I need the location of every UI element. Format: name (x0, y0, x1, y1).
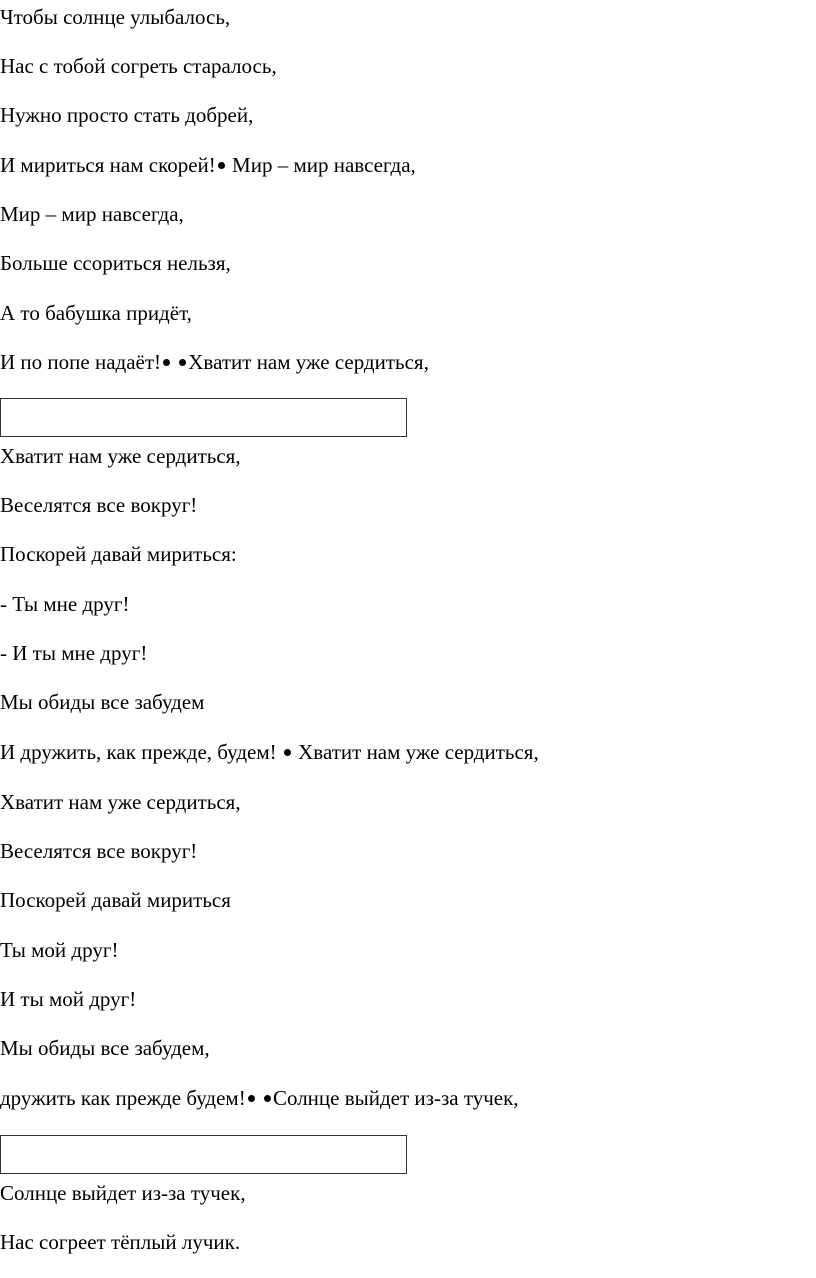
text: Поскорей давай мириться: (0, 542, 237, 566)
text-line (0, 937, 118, 963)
text: - И ты мне друг! (0, 641, 148, 665)
text: Нас с тобой согреть старалось, (0, 54, 277, 78)
empty-text-box (0, 398, 407, 437)
text: Веселятся все вокруг! (0, 839, 198, 863)
text: Хватит нам уже сердиться, (0, 444, 241, 468)
text-line (0, 201, 184, 227)
text: Мы обиды все забудем, (0, 1036, 210, 1060)
text: И ты мой друг! (0, 987, 137, 1011)
text-line (0, 739, 539, 765)
text: Мир – мир навсегда, (232, 153, 416, 177)
text-line (0, 152, 416, 178)
text: Нужно просто стать добрей, (0, 103, 254, 127)
text-line (0, 4, 230, 30)
text-line (0, 838, 197, 864)
text: Мир – мир навсегда, (0, 202, 184, 226)
bullet-icon (179, 359, 186, 366)
text-line (0, 250, 231, 276)
text: - Ты мне друг! (0, 592, 130, 616)
text-line (0, 986, 136, 1012)
text-line (0, 492, 197, 518)
text: Хватит нам уже сердиться, (298, 740, 539, 764)
text: Чтобы солнце улыбалось, (0, 5, 231, 29)
bullet-icon (264, 1095, 271, 1102)
text: Солнце выйдет из-за тучек, (0, 1181, 246, 1205)
text: Больше ссориться нельзя, (0, 251, 231, 275)
text-line (0, 689, 204, 715)
text-line (0, 349, 429, 375)
text: Веселятся все вокруг! (0, 493, 198, 517)
text-line (0, 789, 241, 815)
text: Хватит нам уже сердиться, (0, 790, 241, 814)
text-line (0, 887, 231, 913)
text: Ты мой друг! (0, 938, 119, 962)
text-line (0, 1035, 210, 1061)
bullet-icon (248, 1095, 255, 1102)
text-line (0, 591, 130, 617)
text: Мы обиды все забудем (0, 690, 205, 714)
text-line (0, 1085, 519, 1111)
text-line (0, 640, 147, 666)
text: И дружить, как прежде, будем! (0, 740, 277, 764)
text: Солнце выйдет из-за тучек, (272, 1086, 519, 1110)
text: Нас согреет тёплый лучик. (0, 1230, 241, 1254)
text-line (0, 1180, 246, 1206)
text-line (0, 443, 241, 469)
text: А то бабушка придёт, (0, 301, 192, 325)
empty-text-box (0, 1135, 407, 1174)
text-line (0, 1229, 240, 1255)
bullet-icon (284, 749, 291, 756)
text-line (0, 541, 237, 567)
bullet-icon (163, 359, 170, 366)
text: Хватит нам уже сердиться, (188, 350, 429, 374)
text-line (0, 53, 277, 79)
text: дружить как прежде будем! (0, 1086, 246, 1110)
text: Поскорей давай мириться (0, 888, 231, 912)
text-line (0, 102, 253, 128)
text: И по попе надаёт! (0, 350, 162, 374)
text-line (0, 300, 192, 326)
bullet-icon (218, 162, 225, 169)
text: И мириться нам скорей! (0, 153, 216, 177)
